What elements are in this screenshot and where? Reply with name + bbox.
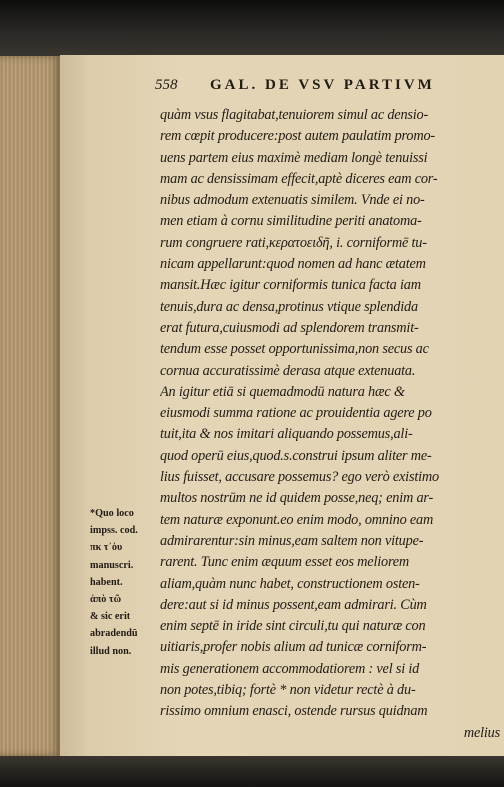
page-number: 558 bbox=[155, 77, 178, 93]
margin-note-line: abradendū bbox=[90, 628, 138, 640]
body-line: tuit,ita & nos imitari aliquando possemus,ali- bbox=[160, 426, 413, 443]
body-line: An igitur etiā si quemadmodū natura hæc & bbox=[160, 383, 405, 400]
running-head bbox=[155, 77, 495, 97]
page-edges bbox=[0, 56, 62, 756]
body-line: mam ac densissimam effecit,aptè diceres eam cor- bbox=[160, 170, 438, 187]
body-line: tendum esse posset opportunissima,non secus ac bbox=[160, 341, 429, 358]
book-page bbox=[60, 55, 504, 758]
body-line: erat futura,cuiusmodi ad splendorem transmit- bbox=[160, 319, 419, 336]
margin-note-line: πκ τ᾽ὀυ bbox=[90, 542, 123, 554]
body-line: melius bbox=[463, 724, 500, 741]
body-line: nibus admodum extenuatis similem. Vnde ei no- bbox=[160, 192, 425, 209]
body-line: aliam,quàm nunc habet, constructionem osten- bbox=[160, 575, 420, 592]
margin-note-line: ἀπὸ τῶ bbox=[90, 593, 122, 605]
body-line: admirarentur:sin minus,eam saltem non vitupe- bbox=[160, 532, 424, 549]
body-line: uitiaris,profer nobis alium ad tunicæ corniform- bbox=[160, 639, 427, 656]
body-line: dere:aut si id minus possent,eam admirari. Cùm bbox=[160, 596, 427, 613]
margin-note-line: illud non. bbox=[90, 645, 132, 657]
table-surface bbox=[0, 756, 504, 787]
margin-note-line: & sic erit bbox=[90, 611, 131, 623]
margin-note bbox=[90, 505, 158, 660]
book-spine-shadow bbox=[0, 0, 504, 58]
body-line: men etiam à cornu similitudine periti anatoma- bbox=[160, 213, 422, 230]
running-title: GAL. DE VSV PARTIVM bbox=[210, 77, 435, 93]
body-text bbox=[160, 105, 500, 744]
body-line: lius fuisset, accusare possemus? ego verò existimo bbox=[160, 469, 439, 486]
body-line: rissimo omnium enasci, ostende rursus quidnam bbox=[160, 703, 428, 720]
body-line: uens partem eius maximè mediam longè tenuissi bbox=[160, 149, 428, 166]
body-line: quod operū eius,quod.s.construi ipsum aliter me- bbox=[160, 447, 432, 464]
body-line: rem cœpit producere:post autem paulatim promo- bbox=[160, 128, 435, 145]
margin-note-line: habent. bbox=[90, 576, 123, 588]
margin-note-line: impss. cod. bbox=[90, 525, 138, 537]
body-line: rarent. Tunc enim æquum esset eos meliorem bbox=[160, 554, 410, 571]
margin-note-line: *Quo loco bbox=[90, 508, 134, 519]
body-line: enim septē in iride sint circuli,tu qui naturæ con bbox=[160, 618, 426, 635]
body-line: nicam appellarunt:quod nomen ad hanc ætatem bbox=[160, 256, 426, 273]
body-line: eiusmodi summa ratione ac prouidentia agere po bbox=[160, 405, 432, 422]
margin-note-line: manuscri. bbox=[90, 559, 134, 571]
body-line: cornua accuratissimè derasa atque extenuata. bbox=[160, 362, 416, 379]
body-line: rum congruere rati,κερατοειδῆ, i. corniformē tu- bbox=[160, 234, 427, 251]
body-line: mansit.Hæc igitur corniformis tunica facta iam bbox=[160, 277, 421, 294]
body-line: multos nostrūm ne id quidem posse,neq; enim ar- bbox=[160, 490, 434, 507]
body-line: tem naturæ exponunt.eo enim modo, omnino eam bbox=[160, 511, 434, 528]
body-line: quàm vsus flagitabat,tenuiorem simul ac densio- bbox=[160, 107, 429, 123]
body-line: mis generationem accommodatiorem : vel si id bbox=[160, 660, 420, 677]
body-line: non potes,tibiq; fortè * non videtur rectè à du- bbox=[160, 682, 416, 699]
body-line: tenuis,dura ac densa,protinus vtique splendida bbox=[160, 298, 418, 315]
